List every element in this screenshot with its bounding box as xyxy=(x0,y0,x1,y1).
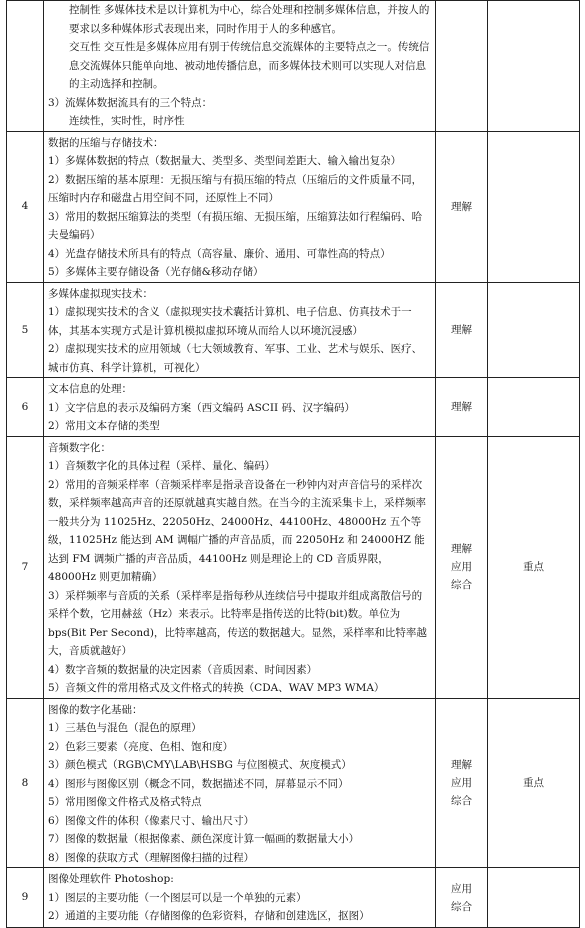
content-line: 1）文字信息的表示及编码方案（西文编码 ASCII 码、汉字编码） xyxy=(48,401,355,414)
table-row xyxy=(7,282,580,378)
row-number: 9 xyxy=(7,868,44,928)
content-cell xyxy=(44,131,436,282)
level-cell xyxy=(436,131,488,282)
syllabus-document xyxy=(6,0,579,928)
content-line: 2）常用的音频采样率（音频采样率是指录音设备在一秒钟内对声音信号的采样次数，采样频率越高声音的还原就越真实越自然。在当今的主流采集卡上，采样频率一般共分为 11025Hz、22050Hz、24000Hz、44100Hz、48000Hz 五个等级，11025Hz 能达到 AM 调幅广播的声音品质，而 22050Hz 和 24000HZ 能达到 FM 调频广播的声音品质，44100Hz 则是理论上的 CD 音质界限，48000Hz 则更加精确） xyxy=(48,478,426,583)
content-line: 数据的压缩与存储技术： xyxy=(48,136,164,149)
table-row xyxy=(7,698,580,868)
content-line: 连续性，实时性，时序性 xyxy=(69,115,185,127)
content-line: 2）色彩三要素（亮度、色相、饱和度） xyxy=(48,740,234,753)
content-cell xyxy=(44,698,436,868)
key-cell: 重点 xyxy=(488,436,580,698)
table-row xyxy=(7,1,580,132)
table-row xyxy=(7,131,580,282)
level-label: 综合 xyxy=(451,579,472,591)
content-line: 3）常用的数据压缩算法的类型（有损压缩、无损压缩，压缩算法如行程编码、哈夫曼编码） xyxy=(48,210,423,241)
level-label: 理解 xyxy=(451,200,472,213)
content-line: 1）多媒体数据的特点（数据量大、类型多、类型间差距大、输入输出复杂） xyxy=(48,155,402,167)
syllabus-table xyxy=(6,0,580,928)
key-cell xyxy=(488,868,580,928)
level-cell xyxy=(436,698,488,868)
table-row xyxy=(7,436,580,698)
table-row xyxy=(7,378,580,437)
level-label: 理解 xyxy=(451,400,472,413)
content-line: 文本信息的处理： xyxy=(48,383,132,395)
key-cell xyxy=(488,131,580,282)
content-line: 2）通道的主要功能（存储图像的色彩资料，存储和创建选区，抠图） xyxy=(48,910,370,922)
level-label: 理解 xyxy=(451,323,472,336)
key-cell xyxy=(488,282,580,378)
table-row xyxy=(7,868,580,928)
content-line: 3）颜色模式（RGB\CMY\LAB\HSBG 与位图模式、灰度模式） xyxy=(48,759,352,771)
content-line: 4）图形与图像区别（概念不同，数据描述不同，屏幕显示不同） xyxy=(48,777,349,790)
content-cell xyxy=(44,1,436,132)
row-number: 4 xyxy=(7,131,44,282)
level-cell xyxy=(436,436,488,698)
content-line: 音频数字化： xyxy=(48,441,111,454)
row-number: 5 xyxy=(7,282,44,378)
level-label: 综合 xyxy=(451,794,472,807)
key-cell xyxy=(488,378,580,437)
level-label: 理解 xyxy=(451,758,472,771)
content-cell xyxy=(44,436,436,698)
level-label: 应用 xyxy=(451,776,472,789)
key-cell: 重点 xyxy=(488,698,580,868)
content-cell xyxy=(44,378,436,437)
content-line: 5）多媒体主要存储设备（光存储&移动存储） xyxy=(48,266,264,278)
content-line: 8）图像的获取方式（理解图像扫描的过程） xyxy=(48,851,255,864)
content-line: 多媒体虚拟现实技术： xyxy=(48,287,153,300)
level-cell xyxy=(436,378,488,437)
key-cell xyxy=(488,1,580,132)
level-label: 应用 xyxy=(451,561,472,573)
row-number: 6 xyxy=(7,378,44,437)
content-line: 5）音频文件的常用格式及文件格式的转换（CDA、WAV MP3 WMA） xyxy=(48,682,385,694)
row-number: 7 xyxy=(7,436,44,698)
content-line: 图像的数字化基础： xyxy=(48,703,143,716)
content-line: 1）音频数字化的具体过程（采样、量化、编码） xyxy=(48,460,276,472)
row-number xyxy=(7,1,44,132)
content-line: 交互性 交互性是多媒体应用有别于传统信息交流媒体的主要特点之一。传统信息交流媒体只能单向地、被动地传播信息，而多媒体技术则可以实现人对信息的主动选择和控制。 xyxy=(69,41,430,90)
level-cell xyxy=(436,282,488,378)
content-line: 2）数据压缩的基本原理：无损压缩与有损压缩的特点（压缩后的文件质量不同，压缩时内存和磁盘占用空间不同，还原性上不同） xyxy=(48,173,423,204)
level-label: 综合 xyxy=(451,900,472,913)
content-line: 图像处理软件 Photoshop: xyxy=(48,873,174,885)
level-label: 理解 xyxy=(451,543,472,555)
content-cell xyxy=(44,868,436,928)
content-line: 控制性 多媒体技术是以计算机为中心，综合处理和控制多媒体信息，并按人的要求以多种媒体形式表现出来，同时作用于人的多种感官。 xyxy=(69,4,430,35)
content-line: 3）流媒体数据流具有的三个特点： xyxy=(48,96,213,109)
level-cell xyxy=(436,868,488,928)
content-cell xyxy=(44,282,436,378)
content-line: 2）虚拟现实技术的应用领域（七大领域教育、军事、工业、艺术与娱乐、医疗、城市仿真、科学计算机，可视化） xyxy=(48,343,423,374)
content-line: 7）图像的数据量（根据像素、颜色深度计算一幅画的数据量大小） xyxy=(48,833,360,845)
content-line: 1）三基色与混色（混色的原理） xyxy=(48,722,202,734)
content-line: 5）常用图像文件格式及格式特点 xyxy=(48,796,202,808)
content-line: 6）图像文件的体积（像素尺寸、输出尺寸） xyxy=(48,814,255,827)
level-label: 应用 xyxy=(451,882,472,895)
content-line: 3）采样频率与音质的关系（采样率是指每秒从连续信号中提取并组成离散信号的采样个数，它用赫兹（Hz）来表示。比特率是指传送的比特(bit)数。单位为 bps(Bit Per Second)，比特率越高，传送的数据越大。显然，采样率和比特率越大，音质就越好） xyxy=(48,589,427,657)
row-number: 8 xyxy=(7,698,44,868)
content-line: 4）数字音频的数据量的决定因素（音质因素、时间因素） xyxy=(48,663,318,676)
content-line: 1）图层的主要功能（一个图层可以是一个单独的元素） xyxy=(48,891,307,904)
content-line: 1）虚拟现实技术的含义（虚拟现实技术囊括计算机、电子信息、仿真技术于一体，其基本实现方式是计算机模拟虚拟环境从而给人以环境沉浸感） xyxy=(48,306,412,337)
content-line: 4）光盘存储技术所具有的特点（高容量、廉价、通用、可靠性高的特点） xyxy=(48,247,391,260)
level-cell xyxy=(436,1,488,132)
content-line: 2）常用文本存储的类型 xyxy=(48,420,160,432)
